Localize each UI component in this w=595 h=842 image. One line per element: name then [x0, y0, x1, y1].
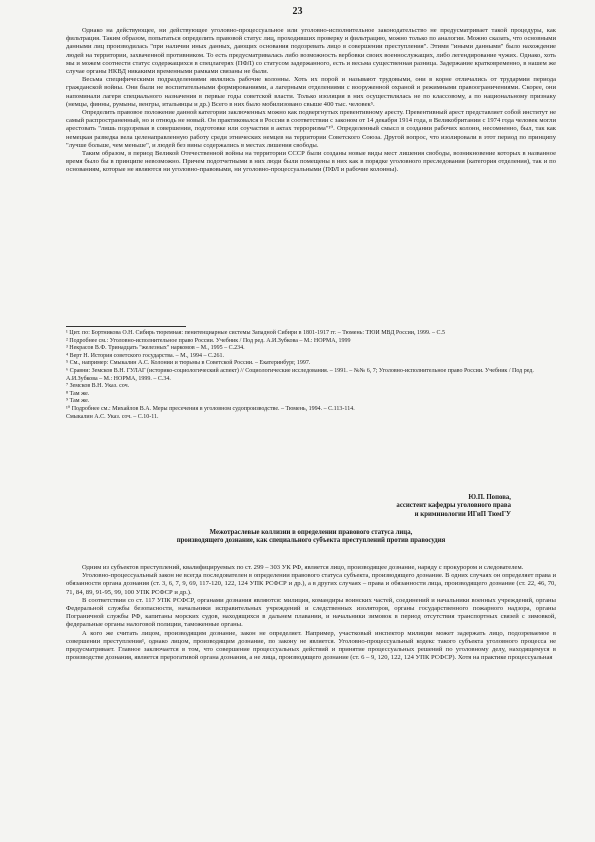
paragraph: Одним из субъектов преступлений, квалифицируемых по ст. 299 – 303 УК РФ, является лицо, производящее дознание, наряду с прокурором и следователем.: [82, 564, 524, 571]
footnote: ² Подробнее см.: Уголовно-исполнительное право России. Учебник / Под ред. А.И.Зубкова – М.: НОРМА, 1999: [66, 337, 351, 344]
footnote: ⁶ Сравни: Земсков В.Н. ГУЛАГ (историко-социологический аспект) // Социологические исследования. – 1991. – №№ 6, 7; Уголовно-исполнительное право России. Учебник / Под ред. А.И.Зубкова – М.: НОРМА, 1999. – С.34.: [66, 367, 534, 382]
footnote: Смыкалин А.С. Указ. соч. – С.10-11.: [66, 413, 159, 420]
author-department: и криминологии ИГиП ТюмГУ: [414, 510, 511, 518]
footnotes: [66, 330, 536, 421]
footnote-divider: [66, 326, 186, 327]
footnote: ⁹ Там же.: [66, 398, 90, 405]
author-block: [396, 494, 511, 519]
footnote: ¹⁰ Подробнее см.: Михайлов В.А. Меры пресечения в уголовном судопроизводстве. – Тюмень, 1994. – С.113-114.: [66, 405, 355, 412]
paragraph: Уголовно-процессуальный закон не всегда последователен в определении правового статуса субъекта, производящего дознание. В одних случаях он определяет права и обязанности органа дознания (ст. 3, 6, 7, 9, 69, 117-120, 122, 124 УПК РСФСР и др.), а в других случаях – права и обязанности лица, производящего дознание (ст. 22, 46, 70, 71, 84, 89, 91-95, 99, 100 УПК РСФСР и др.).: [66, 572, 556, 596]
author-position: ассистент кафедры уголовного права: [396, 502, 511, 510]
footnote: ¹ Цит. по: Бортникова О.Н. Сибирь тюремная: пенитенциарные системы Западной Сибири в 1801-1917 гг. – Тюмень: ТЮИ МВД России, 1999. – С.5: [66, 330, 446, 336]
footnote: ⁴ Верт Н. История советского государства. – М., 1994 – С.261.: [66, 352, 224, 359]
main-text-bottom: [66, 564, 556, 662]
article-title-line: Межотраслевые коллизии в определении правового статуса лица,: [209, 529, 413, 536]
footnote: ⁸ Там же.: [66, 390, 90, 397]
main-text-top: [66, 27, 556, 175]
footnote: ³ Некрасов В.Ф. Тринадцать "железных" наркомов – М., 1995 – С.234.: [66, 345, 245, 352]
article-title: [66, 529, 556, 546]
paragraph: Однако на действующее, ни действующее уголовно-процессуальное или уголовно-исполнительное законодательство не предусматривает такой процедуры, как фильтрация. Таким образом, попытаться определить правовой статус лиц, проходивших проверку и фильтрацию, можно только по аналогии. Можно сказать, что основными данными лиц производилась "при наличии иных данных, дающих основания подозревать лицо в совершении преступления". Этими "иными данными" было нахождение людей на территории, захваченной противником. То есть предусматривалась либо возможность вербовки своих военнослужащих, либо легендирование чужих. Однако, хоть мы и можем соотнести статус содержащихся в спецлагерях (ПФЛ) со статусом задержанного, есть и весьма существенная разница. Задержание кратковременно, в нашем же случае органы НКВД никакими временными рамками связаны не были.: [66, 27, 556, 76]
article-title-line: производящего дознание, как специального субъекта преступлений против правосудия: [176, 537, 446, 545]
footnote: ⁵ См., например: Смыкалин А.С. Колонии и тюрьмы в Советской России. – Екатеринбург, 1997.: [66, 360, 311, 367]
page-number: 23: [292, 6, 303, 17]
paragraph: Таким образом, в период Великой Отечественной войны на территории СССР были созданы новые виды мест лишения свободы, возникновение которых в названное время было бы в принципе невозможно. Причем подотчетными в них люди были помещены в них как в порядке уголовного преследования (категория отделения), так и по основаниям, которые не являются ни уголовно-правовыми, ни уголовно-процессуальными (ПФЛ и рабочие колонны).: [66, 150, 556, 174]
paragraph: Определить правовое положение данной категории заключенных можно как подвергнутых превентивному аресту. Превентивный арест представляет собой институт не самый распространенный, но и отнюдь не новый. Он практиковался в России в соответствии с законом от 14 декабря 1914 года, в Великобритании с 1974 года человек могли арестовать "лишь подозревая в совершении, подготовке или соучастии в актах терроризма"¹⁰. Определенный смысл в создании рабочих колонн, несомненно, был, так как немецкая разведка вела целенаправленную работу среди этнических немцев на территории Советского Союза. Другой вопрос, что изолировали в этот период по принципу "лучше больше, чем меньше", и людей без вины содержались в местах лишения свободы.: [66, 109, 556, 149]
footnote: ⁷ Земсков В.Н. Указ. соч.: [66, 383, 130, 390]
author-name: Ю.П. Попова,: [468, 494, 511, 501]
paragraph: В соответствии со ст. 117 УПК РСФСР, органами дознания являются: милиция, командиры воинских частей, соединений и начальники военных учреждений, органы Федеральной службы безопасности, начальники исправительных учреждений и следственных изоляторов, органы государственного пожарного надзора, органы Пограничной службы РФ, капитаны морских судов, находящихся в дальнем плавании, и начальники зимовок в период отсутствия транспортных связей с зимовкой, федеральные органы налоговой полиции, таможенные органы.: [66, 596, 556, 629]
paragraph: Весьма специфическими подразделениями являлись рабочие колонны. Хоть их порой и называют трудовыми, они в корне отличались от трудармии периода гражданской войны. Они были не воспитательными формированиями, а лагерными отделениями с вооруженной охраной и режимными правоограничениями. Скорее, они напоминали лагеря специального назначения в первые годы советской власти. Только изоляция в них осуществлялась не по классовому, а по национальному признаку (немцы, финны, румыны, венгры, итальянцы и др.) Всего в них было мобилизовано свыше 400 тыс. человек⁵.: [66, 76, 556, 108]
paragraph: А кого же считать лицом, производящим дознание, закон не определяет. Например, участковый инспектор милиции может задержать лицо, подозреваемое в совершении преступления¹, однако лицом, производящим дознание, по закону не является. Уголовно-процессуальный кодекс такого субъекта уголовного процесса не предусматривает. Главное заключается в том, что совершение процессуальных действий и принятие процессуальных решений по уголовному делу, находящемуся в производстве дознания, является прерогативой органа дознания, а не лица, производящего дознание (ст. 6 – 9, 120, 122, 124 УПК РСФСР). Хотя на практике процессуальная: [66, 629, 556, 662]
